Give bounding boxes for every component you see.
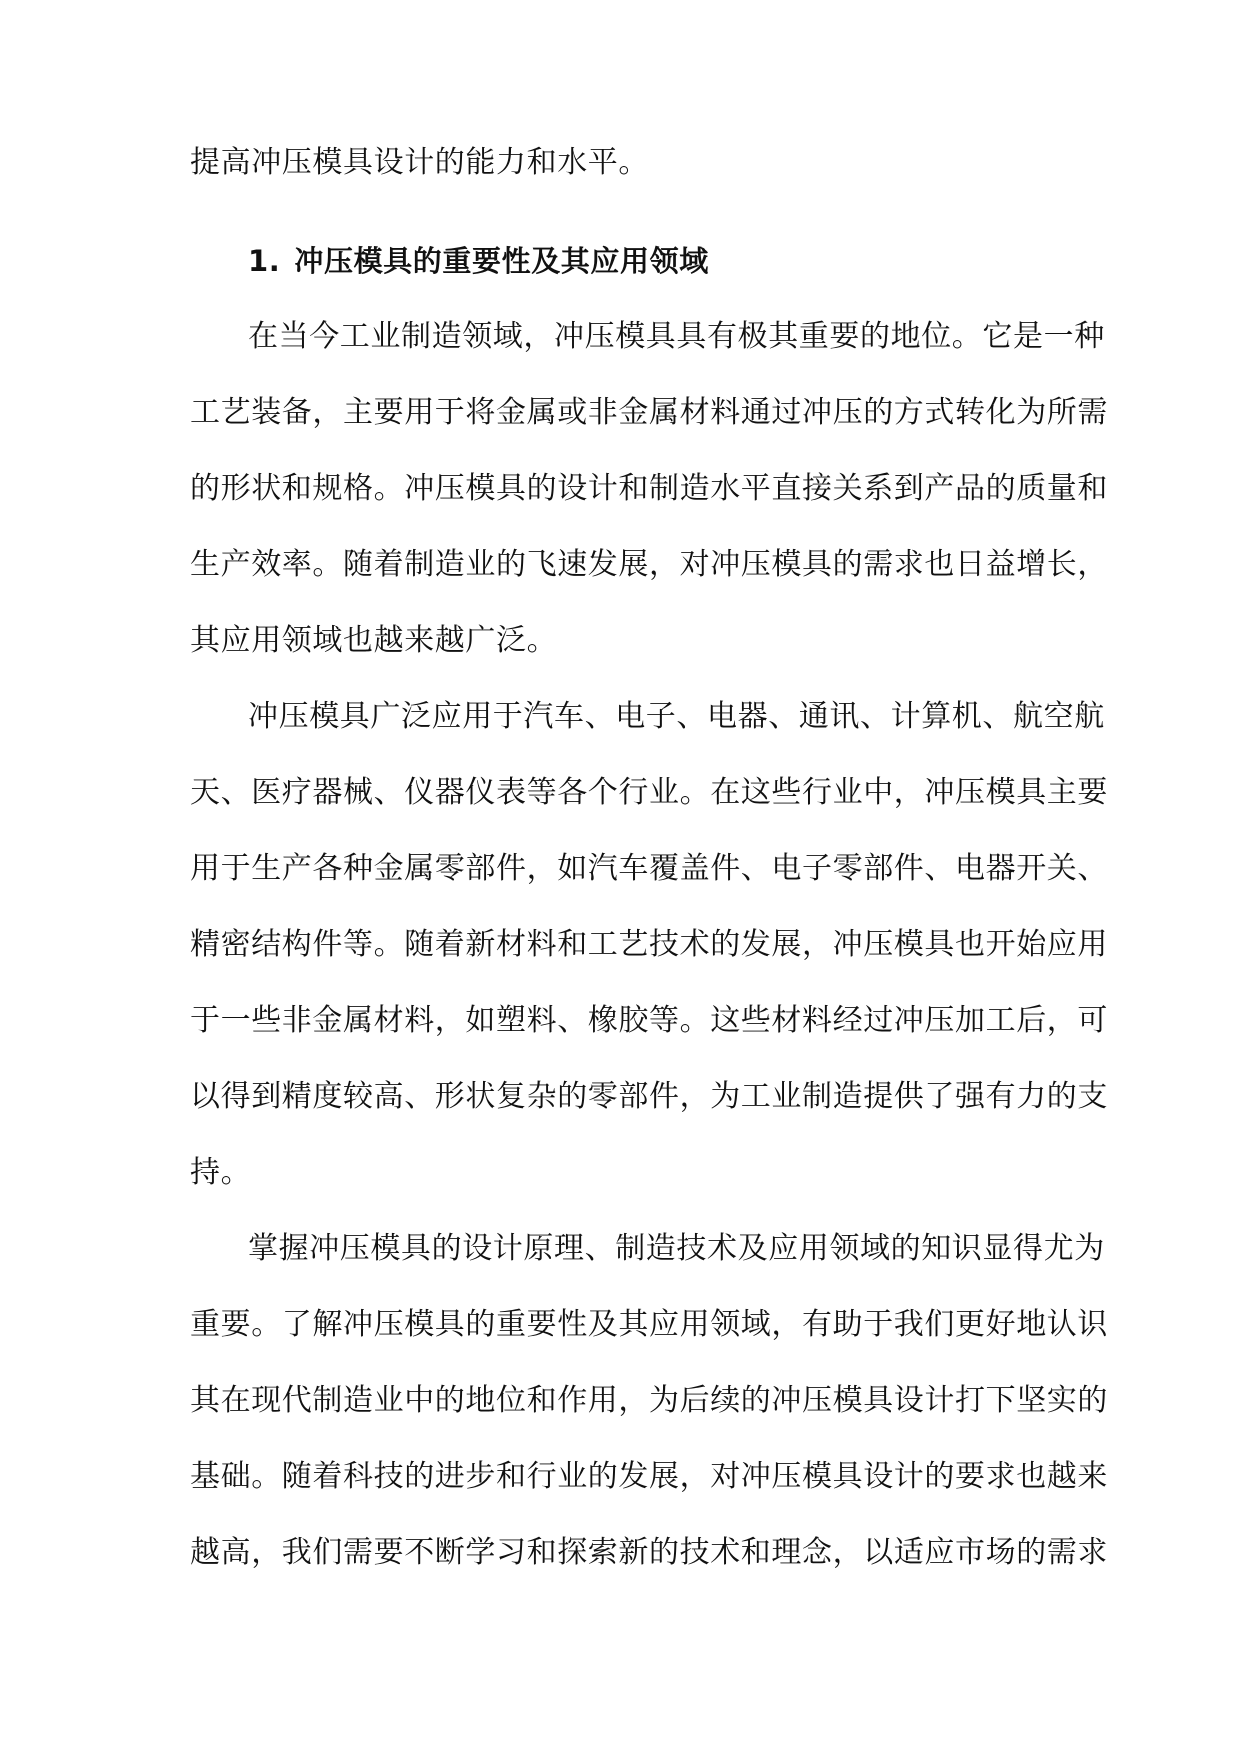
paragraph-line: 用于生产各种金属零部件，如汽车覆盖件、电子零部件、电器开关、 [190,851,1108,886]
paragraph-line: 持。 [190,1155,252,1190]
paragraph-line: 基础。随着科技的进步和行业的发展，对冲压模具设计的要求也越来 [190,1459,1108,1494]
section-number: 1. [248,244,281,278]
paragraph-line: 的形状和规格。冲压模具的设计和制造水平直接关系到产品的质量和 [190,471,1108,506]
paragraph-line: 生产效率。随着制造业的飞速发展，对冲压模具的需求也日益增长， [190,547,1108,582]
paragraph-line: 于一些非金属材料，如塑料、橡胶等。这些材料经过冲压加工后，可 [190,1003,1108,1038]
paragraph-line: 工艺装备，主要用于将金属或非金属材料通过冲压的方式转化为所需 [190,395,1108,430]
intro-line: 提高冲压模具设计的能力和水平。 [190,145,649,180]
paragraph-line: 其应用领域也越来越广泛。 [190,623,558,658]
paragraph-line: 精密结构件等。随着新材料和工艺技术的发展，冲压模具也开始应用 [190,927,1108,962]
paragraph-line: 越高，我们需要不断学习和探索新的技术和理念，以适应市场的需求 [190,1535,1108,1570]
paragraph-line: 以得到精度较高、形状复杂的零部件，为工业制造提供了强有力的支 [190,1079,1108,1114]
paragraph-knowledge [190,1229,1108,1573]
section-heading [190,241,1052,281]
paragraph-line: 冲压模具广泛应用于汽车、电子、电器、通讯、计算机、航空航 [248,699,1105,734]
paragraph-line: 重要。了解冲压模具的重要性及其应用领域，有助于我们更好地认识 [190,1307,1108,1342]
paragraph-line: 天、医疗器械、仪器仪表等各个行业。在这些行业中，冲压模具主要 [190,775,1108,810]
paragraph-line: 其在现代制造业中的地位和作用，为后续的冲压模具设计打下坚实的 [190,1383,1108,1418]
paragraph-applications [190,697,1108,1193]
paragraph-importance [190,317,1108,661]
paragraph-line: 在当今工业制造领域，冲压模具具有极其重要的地位。它是一种 [248,319,1105,354]
section-title: 冲压模具的重要性及其应用领域 [294,244,709,278]
document-body [190,143,1108,1573]
paragraph-line: 掌握冲压模具的设计原理、制造技术及应用领域的知识显得尤为 [248,1231,1105,1266]
